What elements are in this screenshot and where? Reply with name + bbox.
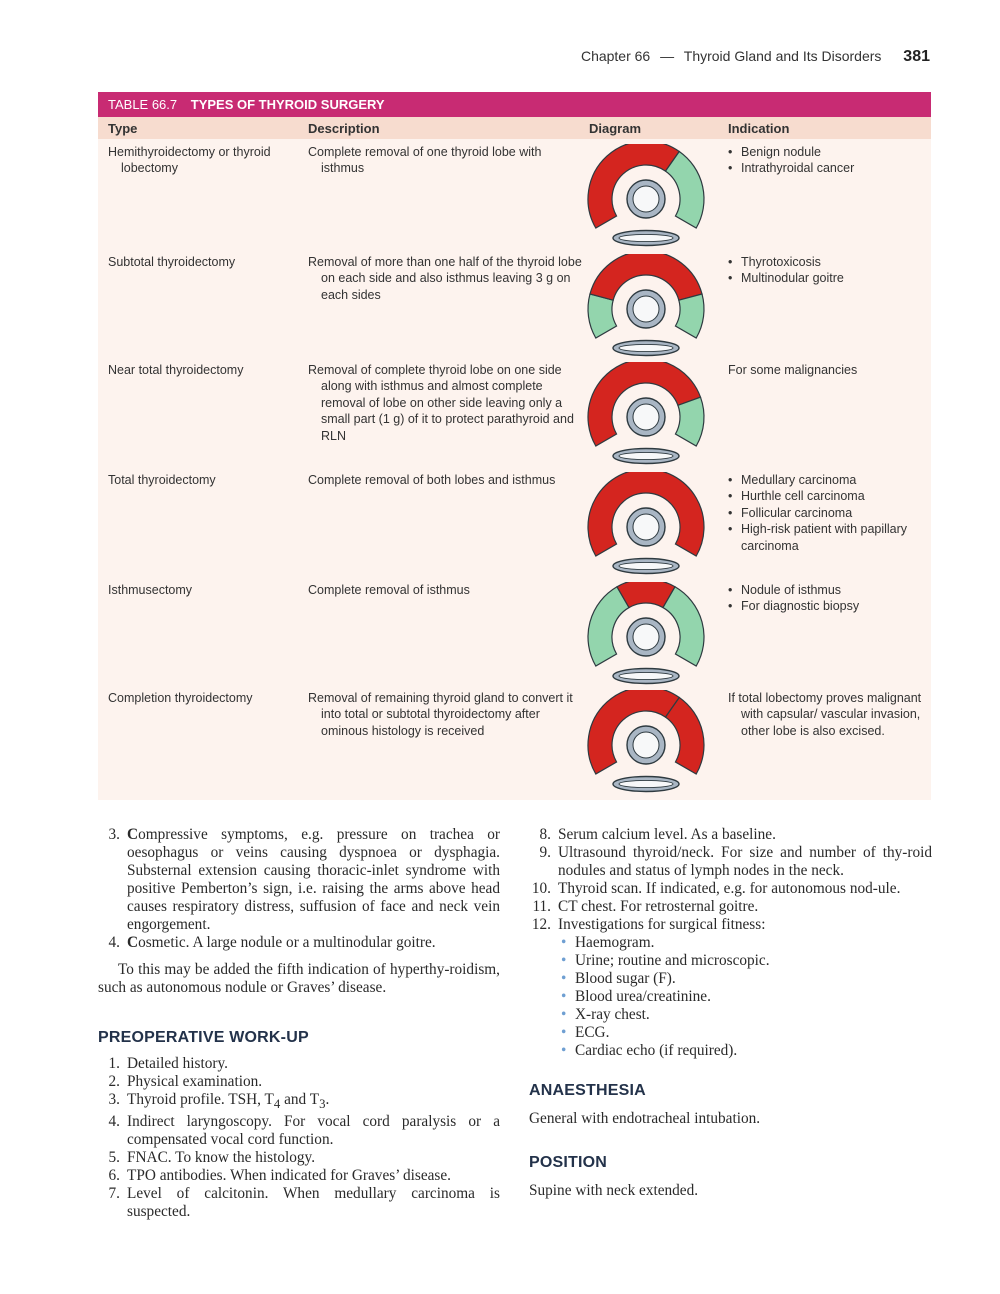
item-text: Thyroid scan. If indicated, e.g. for autonomous nod-ule.	[558, 880, 901, 897]
thyroid-segment	[675, 397, 704, 446]
indication-item: • Intrathyroidal cancer	[728, 160, 928, 176]
oesophagus-lumen	[619, 672, 673, 679]
row-description: Complete removal of both lobes and isthmus	[308, 473, 556, 487]
trachea-lumen	[633, 732, 659, 758]
row-indication	[728, 582, 928, 615]
row-indication	[728, 144, 928, 177]
indication-item: • Follicular carcinoma	[728, 505, 928, 521]
diagram-hemithyroidectomy	[586, 144, 710, 270]
item-text: and T	[280, 1091, 320, 1108]
diagram-near-total-thyroidectomy	[586, 362, 710, 488]
oesophagus-lumen	[619, 452, 673, 459]
item-number: 5.	[108, 1149, 120, 1167]
running-head	[581, 48, 930, 66]
item-text: osmetic. A large nodule or a multinodular goitre.	[138, 934, 436, 951]
table-number: TABLE 66.7	[108, 97, 178, 112]
thyroid-diagram-svg	[586, 582, 710, 704]
item-text: Investigations for surgical fitness:	[558, 916, 766, 933]
list-item	[529, 916, 932, 934]
thyroid-diagram-svg	[586, 144, 710, 266]
list-item: • ECG.	[529, 1024, 932, 1042]
item-number: 11.	[532, 898, 551, 915]
item-text: .	[325, 1091, 330, 1108]
item-text: TPO antibodies. When indicated for Graves’ disease.	[127, 1167, 451, 1185]
oesophagus-lumen	[619, 562, 673, 569]
list-item	[98, 1149, 500, 1167]
list-item	[98, 1091, 500, 1113]
left-column	[98, 826, 500, 1221]
list-item: • X-ray chest.	[529, 1006, 932, 1024]
list-item: • Blood sugar (F).	[529, 970, 932, 988]
list-item	[98, 1167, 500, 1185]
row-type: Isthmusectomy	[108, 583, 193, 597]
item-text: FNAC. To know the histology.	[127, 1149, 316, 1167]
row-description: Complete removal of isthmus	[308, 583, 470, 597]
diagram-completion-thyroidectomy	[586, 690, 710, 816]
workup-list	[98, 1055, 500, 1221]
fifth-indication-paragraph: To this may be added the fifth indication of hyperthy-roidism, such as autonomous nodule or Graves’ disease.	[98, 961, 500, 996]
oesophagus-lumen	[619, 344, 673, 351]
row-description: Removal of complete thyroid lobe on one side along with isthmus and almost complete removal of lobe on other side leaving only a small part (1 g) of it to protect parathyroid and RLN	[308, 363, 574, 443]
item-text: Indirect laryngoscopy. For vocal cord paralysis or a compensated vocal cord function.	[127, 1113, 500, 1149]
thyroid-segment	[666, 697, 705, 774]
list-item: • Urine; routine and microscopic.	[529, 952, 932, 970]
row-description: Removal of more than one half of the thyroid lobe on each side and also isthmus leaving 3 g on each sides	[308, 255, 582, 302]
position-heading: POSITION	[529, 1154, 608, 1171]
header-type: Type	[108, 121, 138, 136]
header-diagram: Diagram	[589, 121, 642, 136]
list-item	[98, 1185, 500, 1221]
surgery-types-table	[98, 92, 931, 800]
trachea-lumen	[633, 296, 659, 322]
header-indication: Indication	[728, 121, 790, 136]
right-column	[529, 826, 932, 1200]
trachea-lumen	[633, 624, 659, 650]
list-item	[98, 1113, 500, 1149]
item-number: 4.	[108, 934, 120, 951]
item-number: 12.	[531, 916, 551, 933]
fitness-investigations-list	[529, 934, 932, 1060]
list-item: • Cardiac echo (if required).	[529, 1042, 932, 1060]
row-indication: If total lobectomy proves malignant with capsular/ vascular invasion, other lobe is also excised.	[728, 691, 922, 738]
thyroid-diagram-svg	[586, 690, 710, 812]
item-text: Ultrasound thyroid/neck. For size and number of thy-roid nodules and status of lymph nodes in the neck.	[558, 844, 932, 879]
item-number: 2.	[108, 1073, 120, 1090]
table-title: TYPES OF THYROID SURGERY	[190, 97, 385, 112]
anaesthesia-heading: ANAESTHESIA	[529, 1082, 646, 1099]
table-title-bar	[98, 92, 931, 117]
chapter-number: Chapter 66	[580, 48, 651, 64]
thyroid-diagram-svg	[586, 472, 710, 594]
row-type: Subtotal thyroidectomy	[108, 255, 236, 269]
indication-list	[98, 826, 500, 952]
list-item: • Haemogram.	[529, 934, 932, 952]
row-type: Near total thyroidectomy	[108, 363, 244, 377]
header-description: Description	[308, 121, 380, 136]
item-text: Physical examination.	[127, 1073, 263, 1090]
chapter-title: Thyroid Gland and Its Disorders	[683, 48, 882, 64]
list-item	[98, 1055, 500, 1073]
table-header-row	[98, 117, 931, 139]
thyroid-diagram-svg	[586, 254, 710, 376]
row-indication	[728, 472, 928, 554]
preoperative-workup-heading: PREOPERATIVE WORK-UP	[98, 1029, 309, 1046]
position-text: Supine with neck extended.	[529, 1182, 699, 1199]
item-number: 6.	[108, 1167, 120, 1185]
item-text: CT chest. For retrosternal goitre.	[558, 898, 759, 915]
thyroid-segment	[588, 587, 629, 666]
head-separator: —	[660, 48, 675, 64]
item-lead-letter: C	[127, 826, 139, 843]
indication-item: • Thyrotoxicosis	[728, 254, 928, 270]
list-item: • Blood urea/creatinine.	[529, 988, 932, 1006]
indication-item: • Multinodular goitre	[728, 270, 928, 286]
list-item	[529, 880, 932, 898]
trachea-lumen	[633, 514, 659, 540]
thyroid-diagram-svg	[586, 362, 710, 484]
indication-item: • Hurthle cell carcinoma	[728, 488, 928, 504]
workup-list-continued	[529, 826, 932, 934]
oesophagus-lumen	[619, 234, 673, 241]
thyroid-segment	[588, 294, 617, 338]
item-number: 8.	[539, 826, 551, 843]
row-type: Hemithyroidectomy or thyroid lobectomy	[108, 145, 271, 176]
item-text: Detailed history.	[127, 1055, 228, 1072]
indication-item: • Nodule of isthmus	[728, 582, 928, 598]
indication-item: • For diagnostic biopsy	[728, 598, 928, 614]
item-text: Serum calcium level. As a baseline.	[558, 826, 776, 843]
anaesthesia-text: General with endotracheal intubation.	[529, 1110, 761, 1127]
item-text: Level of calcitonin. When medullary carcinoma is suspected.	[127, 1185, 500, 1221]
item-text: Thyroid profile. TSH, T	[127, 1091, 274, 1108]
item-number: 10.	[531, 880, 551, 897]
trachea-lumen	[633, 186, 659, 212]
item-number: 7.	[108, 1185, 120, 1203]
item-number: 3.	[108, 1091, 120, 1108]
trachea-lumen	[633, 404, 659, 430]
item-lead-letter: C	[127, 934, 139, 951]
item-number: 3.	[108, 826, 120, 843]
subscript: 3	[319, 1097, 326, 1112]
item-number: 9.	[539, 844, 551, 861]
row-description: Complete removal of one thyroid lobe with isthmus	[308, 145, 542, 176]
diagram-total-thyroidectomy	[586, 472, 710, 598]
item-number: 1.	[108, 1055, 120, 1072]
list-item	[98, 826, 500, 934]
thyroid-segment	[675, 294, 704, 338]
row-indication	[728, 254, 928, 287]
indication-item: • Benign nodule	[728, 144, 928, 160]
row-type: Total thyroidectomy	[108, 473, 216, 487]
subscript: 4	[273, 1097, 281, 1112]
list-item	[529, 826, 932, 844]
item-text: ompressive symptoms, e.g. pressure on trachea or oesophagus or veins causing dyspnoea or dysphagia. Substernal extension causing thoracic-inlet syndrome with positive Pemberton’s sign, i.e. raising the arms above head causes respiratory distress, suffusion of face and neck vein engorgement.	[127, 826, 500, 933]
thyroid-segment	[663, 587, 704, 666]
list-item	[98, 934, 500, 952]
list-item	[98, 1073, 500, 1091]
indication-item: • High-risk patient with papillary carcinoma	[728, 521, 928, 554]
thyroid-segment	[666, 151, 705, 228]
list-item	[529, 844, 932, 880]
oesophagus-lumen	[619, 780, 673, 787]
indication-item: • Medullary carcinoma	[728, 472, 928, 488]
row-type: Completion thyroidectomy	[108, 691, 253, 705]
page-number: 381	[903, 48, 930, 65]
row-indication: For some malignancies	[728, 363, 858, 377]
row-description: Removal of remaining thyroid gland to convert it into total or subtotal thyroidectomy after ominous histology is received	[308, 691, 573, 738]
item-number: 4.	[108, 1113, 120, 1131]
list-item	[529, 898, 932, 916]
